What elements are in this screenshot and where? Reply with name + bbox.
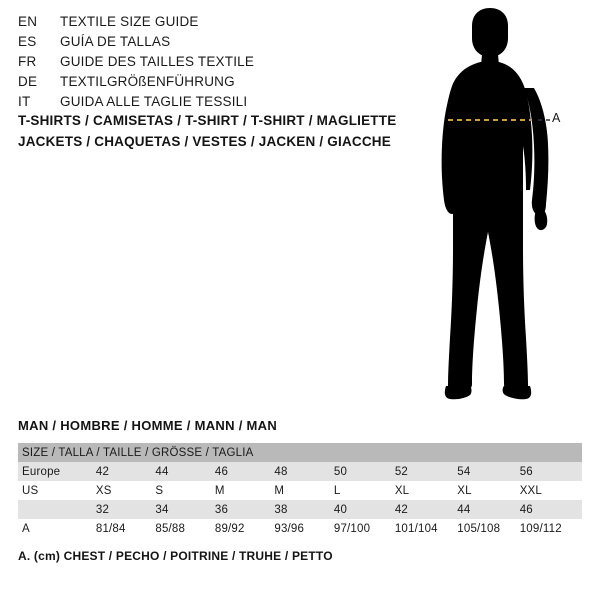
cell-value: 50 — [334, 462, 395, 481]
cell-value: 54 — [457, 462, 519, 481]
table-row — [18, 519, 582, 538]
cell-value: 44 — [457, 500, 519, 519]
table-title: MAN / HOMBRE / HOMME / MANN / MAN — [18, 418, 278, 433]
cell-value: 52 — [395, 462, 457, 481]
category-jackets: JACKETS / CHAQUETAS / VESTES / JACKEN / GIACCHE — [18, 134, 391, 149]
cell-value: 97/100 — [334, 519, 395, 538]
language-text: GUÍA DE TALLAS — [60, 34, 171, 49]
language-row — [18, 54, 418, 74]
cell-value: XL — [457, 481, 519, 500]
language-row — [18, 74, 418, 94]
language-text: TEXTILGRÖßENFÜHRUNG — [60, 74, 235, 89]
cell-value: XXL — [520, 481, 582, 500]
cell-value: 101/104 — [395, 519, 457, 538]
language-list — [18, 14, 418, 114]
cell-value: 32 — [96, 500, 156, 519]
cell-value: 105/108 — [457, 519, 519, 538]
language-code: IT — [18, 94, 31, 109]
cell-value: 46 — [215, 462, 275, 481]
language-text: GUIDA ALLE TAGLIE TESSILI — [60, 94, 248, 109]
table-row — [18, 462, 582, 481]
language-text: GUIDE DES TAILLES TEXTILE — [60, 54, 255, 69]
language-code: ES — [18, 34, 37, 49]
cell-value: 40 — [334, 500, 395, 519]
cell-value: 46 — [520, 500, 582, 519]
cell-value: M — [274, 481, 334, 500]
language-row — [18, 14, 418, 34]
table-header-label: SIZE / TALLA / TAILLE / GRÖSSE / TAGLIA — [18, 443, 582, 462]
cell-value: S — [155, 481, 215, 500]
cell-value: 48 — [274, 462, 334, 481]
cell-value: 81/84 — [96, 519, 156, 538]
cell-value: 36 — [215, 500, 275, 519]
language-code: EN — [18, 14, 38, 29]
cell-value: 93/96 — [274, 519, 334, 538]
row-label: US — [18, 481, 96, 500]
language-code: DE — [18, 74, 38, 89]
category-headings — [18, 110, 438, 152]
table-row — [18, 481, 582, 500]
footnote: A. (cm) CHEST / PECHO / POITRINE / TRUHE / PETTO — [18, 549, 333, 563]
table-header-row — [18, 443, 582, 462]
language-row — [18, 34, 418, 54]
cell-value: M — [215, 481, 275, 500]
silhouette-icon — [400, 8, 600, 408]
cell-value: 56 — [520, 462, 582, 481]
language-code: FR — [18, 54, 37, 69]
measure-label-a: A — [552, 111, 561, 125]
table-row — [18, 500, 582, 519]
size-table — [18, 443, 582, 538]
cell-value: 34 — [155, 500, 215, 519]
cell-value: L — [334, 481, 395, 500]
cell-value: 42 — [395, 500, 457, 519]
cell-value: 42 — [96, 462, 156, 481]
category-tshirts: T-SHIRTS / CAMISETAS / T-SHIRT / T-SHIRT / MAGLIETTE — [18, 113, 397, 128]
cell-value: 85/88 — [155, 519, 215, 538]
cell-value: 89/92 — [215, 519, 275, 538]
cell-value: XL — [395, 481, 457, 500]
cell-value: 44 — [155, 462, 215, 481]
cell-value: XS — [96, 481, 156, 500]
cell-value: 38 — [274, 500, 334, 519]
row-label: A — [18, 519, 96, 538]
row-label — [18, 500, 96, 519]
language-text: TEXTILE SIZE GUIDE — [60, 14, 199, 29]
row-label: Europe — [18, 462, 96, 481]
cell-value: 109/112 — [520, 519, 582, 538]
male-silhouette-figure — [400, 8, 600, 408]
